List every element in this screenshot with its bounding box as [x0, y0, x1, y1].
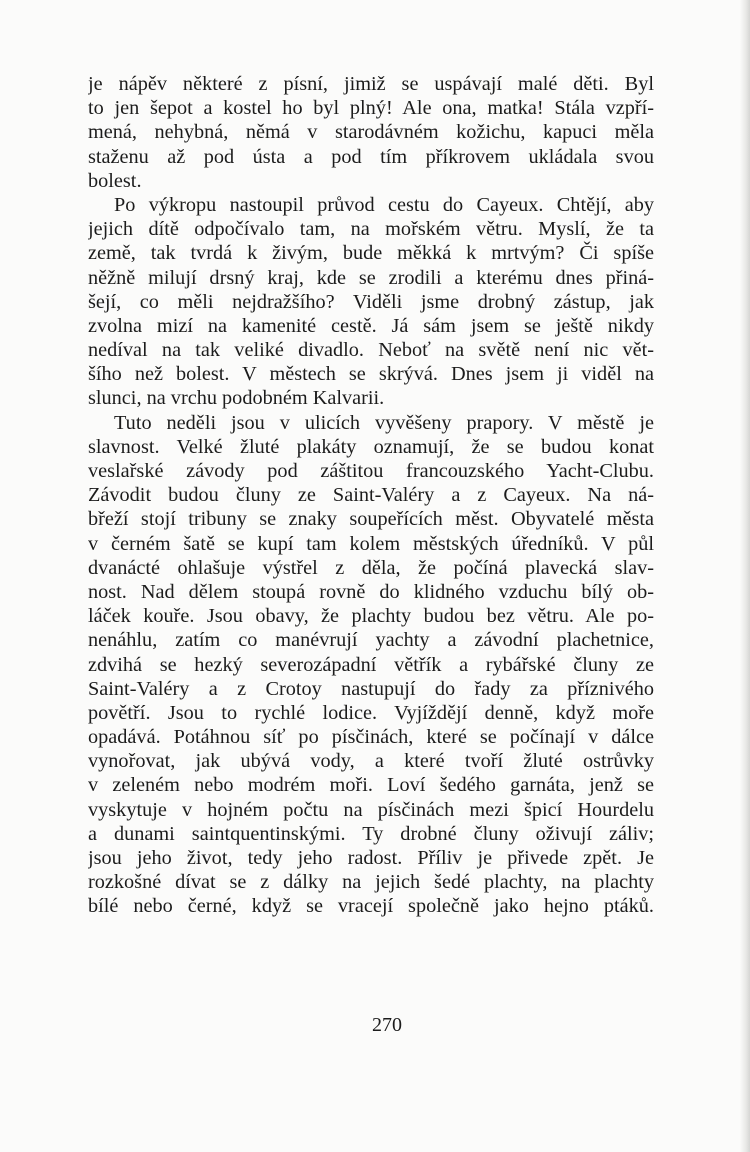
text-line: nedíval na tak veliké divadlo. Neboť na světě není nic vět- — [88, 339, 654, 362]
paragraph-1 — [88, 72, 654, 193]
text-line: veslařské závody pod záštitou francouzského Yacht-Clubu. — [88, 460, 654, 482]
text-line: nost. Nad dělem stoupá rovně do klidného vzduchu bílý ob- — [88, 580, 654, 603]
text-line: vyskytuje v hojném počtu na písčinách mezi špicí Hourdelu — [88, 798, 654, 821]
text-line: láček kouře. Jsou obavy, že plachty budou bez větru. Ale po- — [88, 605, 654, 628]
text-line: něžně milují drsný kraj, kde se zrodili a kterému dnes přiná- — [88, 266, 654, 289]
text-line: šejí, co měli nejdražšího? Viděli jsme drobný zástup, jak — [88, 290, 654, 313]
text-line: staženu až pod ústa a pod tím příkrovem ukládala svou — [88, 145, 654, 168]
text-line: slavnost. Velké žluté plakáty oznamují, že se budou konat — [88, 435, 654, 458]
paragraph-3 — [88, 411, 654, 919]
text-line: šího než bolest. V městech se skrývá. Dnes jsem ji viděl na — [88, 363, 654, 386]
text-line: Po výkropu nastoupil průvod cestu do Cayeux. Chtějí, aby — [114, 193, 654, 216]
text-line: jejich dítě odpočívalo tam, na mořském větru. Myslí, že ta — [88, 218, 654, 241]
text-line: v zeleném nebo modrém moři. Loví šedého garnáta, jenž se — [88, 774, 654, 797]
text-line: to jen šepot a kostel ho byl plný! Ale ona, matka! Stála vzpří- — [88, 97, 654, 120]
text-line: bolest. — [88, 169, 142, 192]
text-line: a dunami saintquentinskými. Ty drobné čluny oživují záliv; — [88, 822, 654, 845]
text-line: Závodit budou čluny ze Saint-Valéry a z Cayeux. Na ná- — [88, 484, 654, 507]
text-line: slunci, na vrchu podobném Kalvarii. — [88, 387, 385, 410]
text-line: v černém šatě se kupí tam kolem městských úředníků. V půl — [88, 532, 654, 555]
text-line: nenáhlu, zatím co manévrují yachty a závodní plachetnice, — [88, 629, 654, 652]
text-line: Tuto neděli jsou v ulicích vyvěšeny prapory. V městě je — [114, 411, 654, 434]
text-line: dvanácté ohlašuje výstřel z děla, že počíná plavecká slav- — [88, 556, 654, 579]
text-line: opadává. Potáhnou síť po písčinách, které se počínají v dálce — [88, 726, 654, 749]
text-line: země, tak tvrdá k živým, bude měkká k mrtvým? Či spíše — [88, 242, 654, 265]
text-line: břeží stojí tribuny se znaky soupeřících měst. Obyvatelé města — [88, 508, 654, 531]
text-line: bílé nebo černé, když se vracejí společně jako hejno ptáků. — [88, 895, 654, 918]
paragraph-2 — [88, 193, 654, 411]
text-line: mená, nehybná, němá v starodávném kožichu, kapuci měla — [88, 121, 654, 144]
text-line: zvolna mizí na kamenité cestě. Já sám jsem se ještě nikdy — [88, 314, 654, 337]
body-text — [88, 72, 654, 919]
page-edge-shadow — [740, 0, 750, 1152]
text-line: povětří. Jsou to rychlé lodice. Vyjíždějí denně, když moře — [88, 701, 654, 724]
text-line: Saint-Valéry a z Crotoy nastupují do řady za příznivého — [88, 677, 654, 700]
text-line: jsou jeho život, tedy jeho radost. Příliv je přivede zpět. Je — [88, 847, 654, 869]
page-number: 270 — [372, 1014, 402, 1036]
text-line: vynořovat, jak ubývá vody, a které tvoří žluté ostrůvky — [88, 750, 654, 773]
text-line: je nápěv některé z písní, jimiž se uspávají malé děti. Byl — [88, 73, 654, 95]
text-line: rozkošné dívat se z dálky na jejich šedé plachty, na plachty — [88, 871, 654, 894]
text-line: zdvihá se hezký severozápadní větřík a rybářské čluny ze — [88, 653, 654, 676]
